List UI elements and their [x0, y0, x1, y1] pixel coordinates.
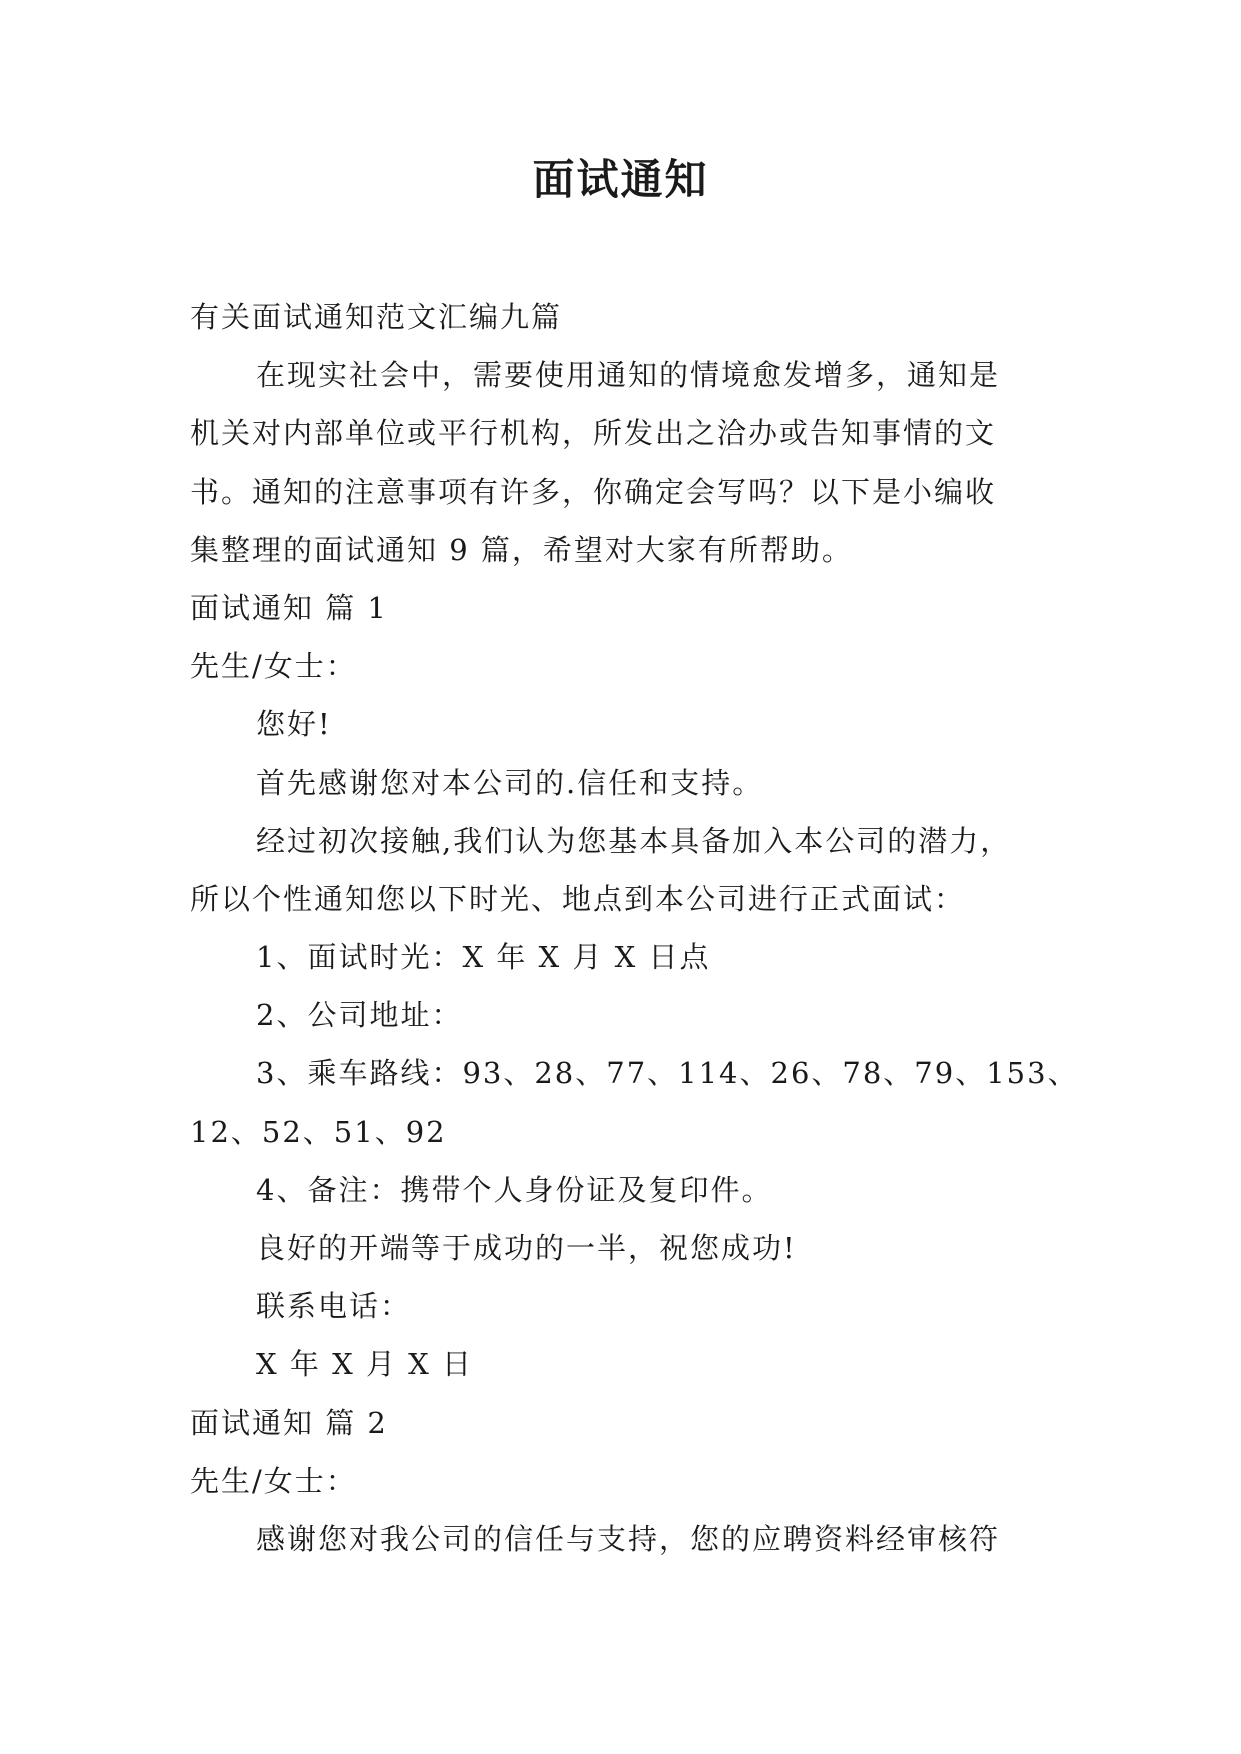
text-line: 联系电话：	[256, 1289, 412, 1324]
text-line: 先生/女士：	[190, 1463, 357, 1498]
text-line: 良好的开端等于成功的一半，祝您成功!	[256, 1231, 797, 1265]
document-body	[190, 288, 1079, 1568]
text-line: 4、备注：携带个人身份证及复印件。	[256, 1172, 773, 1207]
text-line: 集整理的面试通知 9 篇，希望对大家有所帮助。	[190, 532, 853, 567]
text-line: 经过初次接触,我们认为您基本具备加入本公司的潜力，	[256, 823, 1012, 858]
text-line: 2、公司地址：	[256, 998, 463, 1033]
text-line: 首先感谢您对本公司的.信任和支持。	[256, 765, 764, 800]
text-line: 在现实社会中，需要使用通知的情境愈发增多，通知是	[256, 358, 1001, 393]
text-line: 机关对内部单位或平行机构，所发出之洽办或告知事情的文	[190, 416, 997, 451]
text-line: 12、52、51、92	[190, 1114, 447, 1149]
text-line: 所以个性通知您以下时光、地点到本公司进行正式面试：	[190, 881, 966, 916]
text-line: 先生/女士：	[190, 649, 357, 684]
text-line: 感谢您对我公司的信任与支持，您的应聘资料经审核符	[256, 1521, 1001, 1556]
text-line: 面试通知 篇 2	[190, 1405, 388, 1440]
text-line: 1、面试时光：X 年 X 月 X 日点	[256, 940, 711, 975]
text-line: 3、乘车路线：93、28、77、114、26、78、79、153、	[256, 1056, 1079, 1091]
text-line: 书。通知的注意事项有许多，你确定会写吗？以下是小编收	[190, 474, 997, 509]
text-line: 您好!	[256, 707, 332, 742]
text-line: X 年 X 月 X 日	[256, 1347, 474, 1382]
text-line: 有关面试通知范文汇编九篇	[190, 300, 563, 334]
text-line: 面试通知 篇 1	[190, 590, 388, 625]
document-title: 面试通知	[532, 155, 709, 204]
